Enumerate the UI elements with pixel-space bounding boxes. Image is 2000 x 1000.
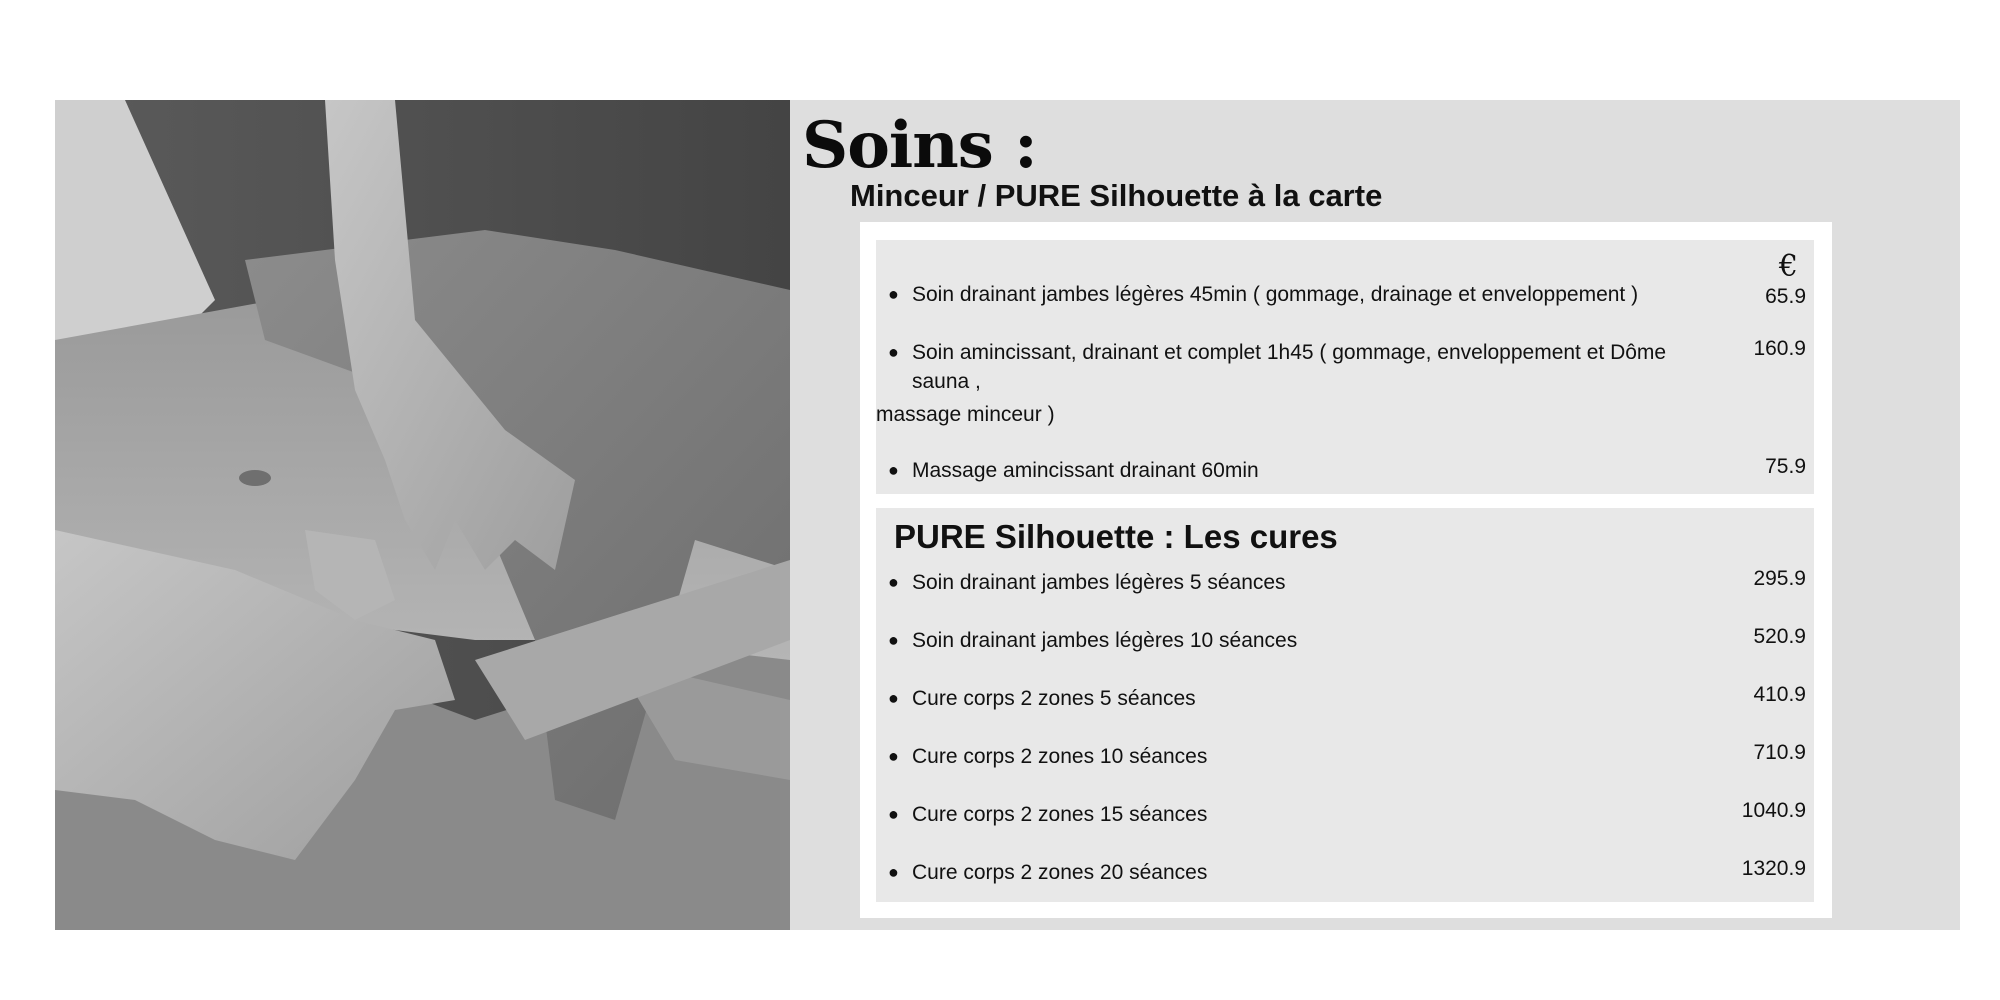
item-label: Massage amincissant drainant 60min [912,459,1259,482]
bullet-icon: ● [888,342,899,362]
item-label: Cure corps 2 zones 5 séances [912,687,1196,710]
item-label: Soin drainant jambes légères 10 séances [912,629,1298,652]
bullet-icon: ● [888,572,899,592]
item-label: Soin amincissant, drainant et complet 1h45 ( gommage, enveloppement et Dôme sauna , [912,341,1667,393]
item-price: 1320.9 [1741,857,1806,880]
item-label: Cure corps 2 zones 10 séances [912,745,1208,768]
item-price: 160.9 [1753,337,1806,360]
bullet-icon: ● [888,804,899,824]
item-price: 1040.9 [1741,799,1806,822]
item-label: Cure corps 2 zones 20 séances [912,861,1208,884]
bullet-icon: ● [888,688,899,708]
a-la-carte-box [876,240,1814,494]
bullet-icon: ● [888,746,899,766]
bullet-icon: ● [888,460,899,480]
item-label: Soin drainant jambes légères 5 séances [912,571,1286,594]
bullet-icon: ● [888,862,899,882]
item-label-continued: massage minceur ) [876,403,1055,426]
item-price: 710.9 [1753,741,1806,764]
section-subtitle: Minceur / PURE Silhouette à la carte [850,178,1383,213]
massage-photo [55,100,790,930]
item-price: 410.9 [1753,683,1806,706]
bullet-icon: ● [888,630,899,650]
page-title: Soins : [802,108,1037,183]
item-label: Soin drainant jambes légères 45min ( gommage, drainage et enveloppement ) [912,283,1639,306]
massage-photo-illustration [55,100,790,930]
bullet-icon: ● [888,284,899,304]
price-card [860,222,1832,918]
item-price: 295.9 [1753,567,1806,590]
cures-title: PURE Silhouette : Les cures [894,518,1338,555]
cures-box [876,508,1814,902]
item-label: Cure corps 2 zones 15 séances [912,803,1208,826]
currency-symbol: € [1778,249,1798,284]
item-price: 520.9 [1753,625,1806,648]
item-price: 65.9 [1765,285,1806,308]
item-price: 75.9 [1765,455,1806,478]
